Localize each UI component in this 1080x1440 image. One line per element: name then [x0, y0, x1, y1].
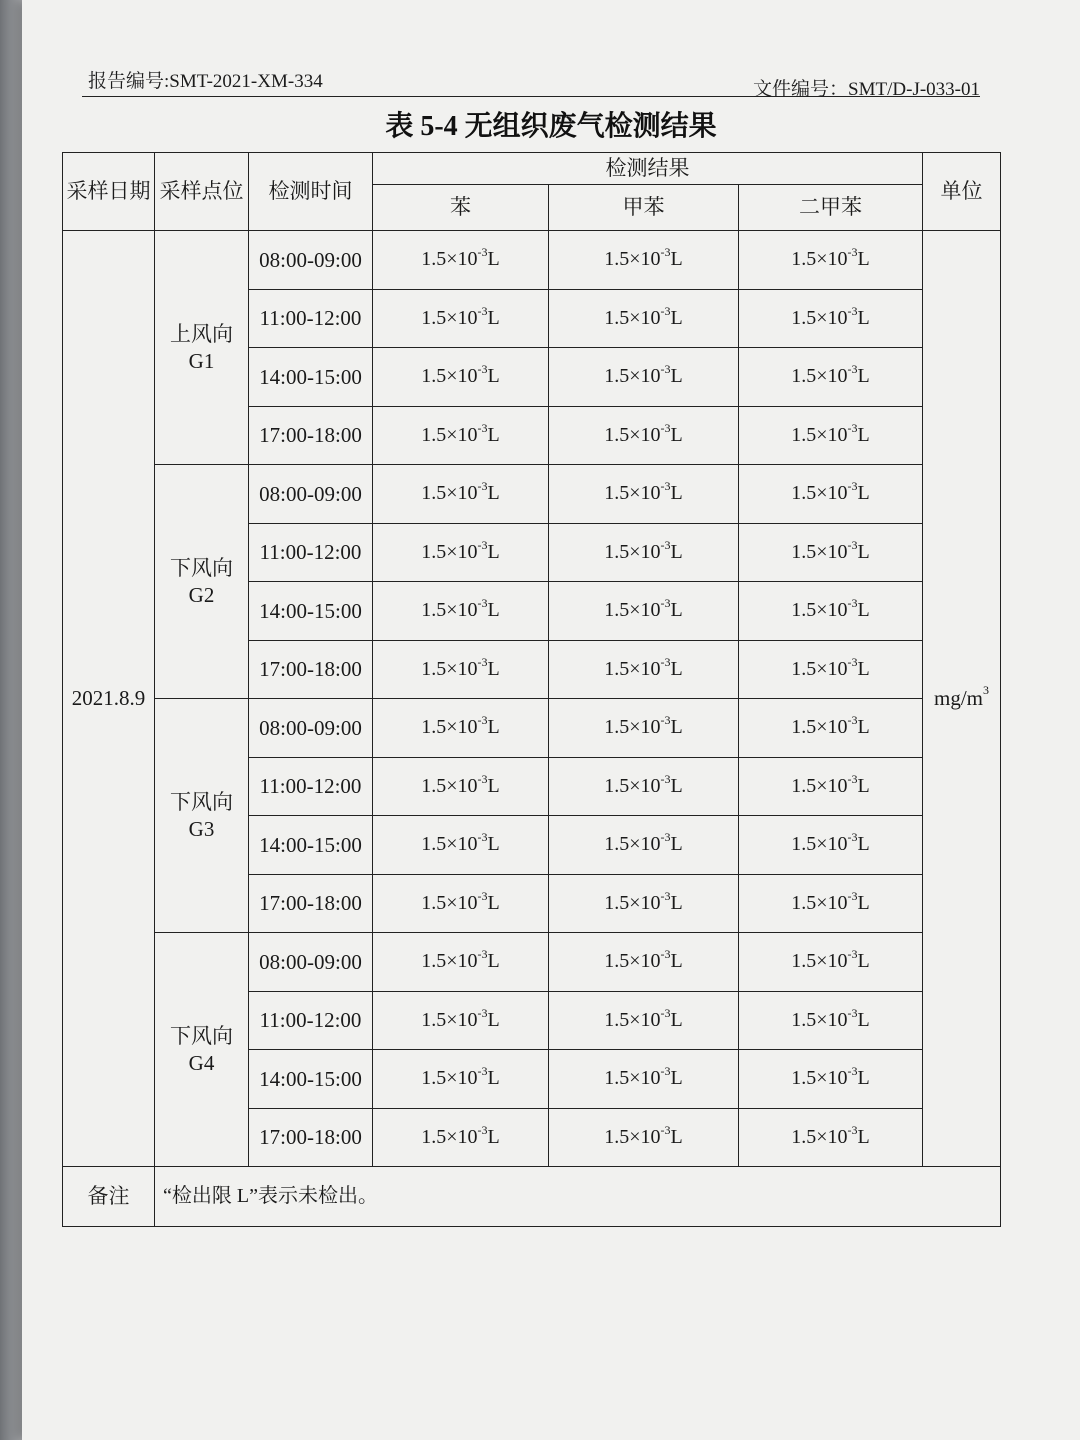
value-base: 1.5×10	[604, 657, 661, 680]
test-time: 17:00-18:00	[249, 406, 373, 465]
value-exponent: -3	[847, 303, 858, 318]
header-time: 检测时间	[249, 153, 373, 231]
value-base: 1.5×10	[604, 1067, 661, 1090]
point-name: 下风向	[170, 556, 233, 581]
value-base: 1.5×10	[421, 1067, 478, 1090]
table-row	[63, 699, 1001, 758]
value-limit-flag: L	[857, 365, 870, 388]
point-code: G4	[188, 1050, 215, 1075]
toluene-value	[549, 874, 739, 933]
xylene-value	[739, 991, 923, 1050]
value-limit-flag: L	[670, 365, 683, 388]
xylene-value	[739, 933, 923, 992]
test-time: 08:00-09:00	[249, 933, 373, 992]
document-number: 文件编号：SMT/D-J-033-01	[753, 79, 980, 100]
binder-edge	[0, 0, 22, 1440]
toluene-value	[549, 289, 739, 348]
value-limit-flag: L	[487, 365, 500, 388]
value-exponent: -3	[477, 830, 488, 845]
value-limit-flag: L	[670, 1008, 683, 1031]
value-base: 1.5×10	[604, 950, 661, 973]
xylene-value	[739, 816, 923, 875]
test-time: 11:00-12:00	[249, 289, 373, 348]
value-exponent: -3	[477, 479, 488, 494]
value-limit-flag: L	[857, 306, 870, 329]
value-exponent: -3	[660, 362, 671, 377]
value-base: 1.5×10	[421, 423, 478, 446]
value-exponent: -3	[477, 1122, 488, 1137]
value-exponent: -3	[660, 303, 671, 318]
value-limit-flag: L	[670, 423, 683, 446]
value-base: 1.5×10	[421, 891, 478, 914]
value-limit-flag: L	[670, 1125, 683, 1148]
xylene-value	[739, 699, 923, 758]
value-exponent: -3	[660, 771, 671, 786]
value-base: 1.5×10	[791, 423, 848, 446]
value-exponent: -3	[847, 830, 858, 845]
value-exponent: -3	[847, 245, 858, 260]
value-limit-flag: L	[487, 482, 500, 505]
document-page	[22, 0, 1080, 1440]
value-limit-flag: L	[487, 774, 500, 797]
header-date: 采样日期	[63, 153, 155, 231]
value-exponent: -3	[660, 479, 671, 494]
value-limit-flag: L	[857, 950, 870, 973]
value-limit-flag: L	[487, 891, 500, 914]
value-exponent: -3	[847, 537, 858, 552]
test-time: 11:00-12:00	[249, 757, 373, 816]
value-base: 1.5×10	[791, 482, 848, 505]
xylene-value	[739, 757, 923, 816]
value-exponent: -3	[477, 596, 488, 611]
value-exponent: -3	[660, 947, 671, 962]
value-limit-flag: L	[857, 716, 870, 739]
value-base: 1.5×10	[791, 716, 848, 739]
value-exponent: -3	[477, 1005, 488, 1020]
xylene-value	[739, 289, 923, 348]
point-code: G2	[188, 582, 215, 607]
value-exponent: -3	[660, 888, 671, 903]
value-exponent: -3	[660, 830, 671, 845]
value-limit-flag: L	[670, 482, 683, 505]
sample-date: 2021.8.9	[63, 231, 155, 1167]
header-result: 检测结果	[373, 153, 923, 185]
xylene-value	[739, 1108, 923, 1167]
point-name: 下风向	[170, 1024, 233, 1049]
value-limit-flag: L	[857, 891, 870, 914]
value-base: 1.5×10	[421, 599, 478, 622]
header-benzene: 苯	[373, 185, 549, 231]
report-number: 报告编号:SMT-2021-XM-334	[88, 71, 323, 92]
value-limit-flag: L	[670, 540, 683, 563]
header-unit: 单位	[923, 153, 1001, 231]
value-limit-flag: L	[487, 1067, 500, 1090]
test-time: 14:00-15:00	[249, 816, 373, 875]
xylene-value	[739, 640, 923, 699]
benzene-value	[373, 582, 549, 641]
benzene-value	[373, 874, 549, 933]
value-base: 1.5×10	[421, 774, 478, 797]
toluene-value	[549, 348, 739, 407]
value-base: 1.5×10	[421, 833, 478, 856]
benzene-value	[373, 289, 549, 348]
table-row	[63, 465, 1001, 524]
value-limit-flag: L	[487, 833, 500, 856]
test-time: 14:00-15:00	[249, 348, 373, 407]
benzene-value	[373, 640, 549, 699]
test-time: 17:00-18:00	[249, 874, 373, 933]
value-base: 1.5×10	[791, 891, 848, 914]
value-exponent: -3	[477, 947, 488, 962]
value-exponent: -3	[660, 537, 671, 552]
results-table	[62, 152, 1001, 1227]
test-time: 14:00-15:00	[249, 1050, 373, 1109]
unit-base: mg/m	[934, 686, 984, 711]
toluene-value	[549, 699, 739, 758]
benzene-value	[373, 699, 549, 758]
value-limit-flag: L	[487, 950, 500, 973]
value-limit-flag: L	[487, 716, 500, 739]
value-limit-flag: L	[670, 774, 683, 797]
value-exponent: -3	[660, 245, 671, 260]
benzene-value	[373, 933, 549, 992]
xylene-value	[739, 582, 923, 641]
value-base: 1.5×10	[421, 306, 478, 329]
value-exponent: -3	[847, 888, 858, 903]
value-limit-flag: L	[670, 950, 683, 973]
value-exponent: -3	[660, 654, 671, 669]
value-base: 1.5×10	[604, 833, 661, 856]
page-header	[82, 60, 980, 100]
value-base: 1.5×10	[421, 540, 478, 563]
value-base: 1.5×10	[421, 248, 478, 271]
point-code: G3	[188, 816, 215, 841]
benzene-value	[373, 231, 549, 290]
benzene-value	[373, 465, 549, 524]
value-exponent: -3	[847, 1064, 858, 1079]
value-exponent: -3	[847, 947, 858, 962]
benzene-value	[373, 1108, 549, 1167]
toluene-value	[549, 465, 739, 524]
value-exponent: -3	[660, 596, 671, 611]
value-exponent: -3	[477, 245, 488, 260]
value-base: 1.5×10	[604, 599, 661, 622]
value-base: 1.5×10	[791, 833, 848, 856]
value-base: 1.5×10	[791, 540, 848, 563]
value-limit-flag: L	[857, 833, 870, 856]
value-base: 1.5×10	[604, 540, 661, 563]
value-exponent: -3	[847, 1005, 858, 1020]
xylene-value	[739, 348, 923, 407]
sample-point	[155, 699, 249, 933]
value-base: 1.5×10	[421, 365, 478, 388]
value-exponent: -3	[847, 1122, 858, 1137]
toluene-value	[549, 816, 739, 875]
test-time: 17:00-18:00	[249, 640, 373, 699]
value-base: 1.5×10	[791, 599, 848, 622]
value-exponent: -3	[660, 1064, 671, 1079]
value-exponent: -3	[477, 713, 488, 728]
value-base: 1.5×10	[604, 774, 661, 797]
value-limit-flag: L	[487, 1125, 500, 1148]
value-limit-flag: L	[857, 248, 870, 271]
value-base: 1.5×10	[421, 657, 478, 680]
toluene-value	[549, 523, 739, 582]
value-exponent: -3	[660, 1122, 671, 1137]
toluene-value	[549, 1108, 739, 1167]
toluene-value	[549, 991, 739, 1050]
value-limit-flag: L	[487, 423, 500, 446]
value-base: 1.5×10	[604, 365, 661, 388]
value-limit-flag: L	[857, 1008, 870, 1031]
value-base: 1.5×10	[421, 950, 478, 973]
value-limit-flag: L	[670, 599, 683, 622]
value-base: 1.5×10	[421, 1008, 478, 1031]
value-base: 1.5×10	[604, 423, 661, 446]
xylene-value	[739, 406, 923, 465]
value-limit-flag: L	[487, 1008, 500, 1031]
value-exponent: -3	[660, 1005, 671, 1020]
value-exponent: -3	[847, 362, 858, 377]
note-row	[63, 1167, 1001, 1227]
table-title: 表 5-4 无组织废气检测结果	[385, 111, 717, 142]
value-limit-flag: L	[857, 540, 870, 563]
toluene-value	[549, 933, 739, 992]
value-base: 1.5×10	[791, 657, 848, 680]
value-limit-flag: L	[487, 248, 500, 271]
table-row	[63, 933, 1001, 992]
header-toluene: 甲苯	[549, 185, 739, 231]
toluene-value	[549, 757, 739, 816]
benzene-value	[373, 757, 549, 816]
value-limit-flag: L	[487, 657, 500, 680]
xylene-value	[739, 231, 923, 290]
table-row	[63, 231, 1001, 290]
sample-point	[155, 933, 249, 1167]
note-text: “检出限 L”表示未检出。	[155, 1167, 1001, 1227]
value-exponent: -3	[847, 771, 858, 786]
value-base: 1.5×10	[791, 950, 848, 973]
value-exponent: -3	[847, 479, 858, 494]
toluene-value	[549, 406, 739, 465]
value-limit-flag: L	[670, 248, 683, 271]
value-base: 1.5×10	[791, 306, 848, 329]
value-exponent: -3	[477, 303, 488, 318]
xylene-value	[739, 465, 923, 524]
value-base: 1.5×10	[604, 306, 661, 329]
sample-point	[155, 465, 249, 699]
value-exponent: -3	[477, 654, 488, 669]
point-name: 下风向	[170, 790, 233, 815]
benzene-value	[373, 1050, 549, 1109]
value-limit-flag: L	[857, 1125, 870, 1148]
value-base: 1.5×10	[604, 891, 661, 914]
test-time: 08:00-09:00	[249, 465, 373, 524]
toluene-value	[549, 231, 739, 290]
toluene-value	[549, 1050, 739, 1109]
value-base: 1.5×10	[604, 482, 661, 505]
value-limit-flag: L	[670, 716, 683, 739]
test-time: 08:00-09:00	[249, 231, 373, 290]
value-limit-flag: L	[670, 1067, 683, 1090]
value-limit-flag: L	[857, 423, 870, 446]
value-exponent: -3	[477, 420, 488, 435]
value-limit-flag: L	[857, 1067, 870, 1090]
value-limit-flag: L	[857, 599, 870, 622]
value-limit-flag: L	[670, 657, 683, 680]
value-exponent: -3	[660, 420, 671, 435]
xylene-value	[739, 1050, 923, 1109]
value-exponent: -3	[477, 537, 488, 552]
note-label: 备注	[63, 1167, 155, 1227]
value-limit-flag: L	[487, 306, 500, 329]
value-base: 1.5×10	[421, 716, 478, 739]
value-base: 1.5×10	[604, 716, 661, 739]
value-base: 1.5×10	[421, 482, 478, 505]
value-exponent: -3	[847, 713, 858, 728]
value-limit-flag: L	[857, 482, 870, 505]
point-name: 上风向	[170, 322, 233, 347]
value-exponent: -3	[477, 888, 488, 903]
value-base: 1.5×10	[421, 1125, 478, 1148]
xylene-value	[739, 874, 923, 933]
xylene-value	[739, 523, 923, 582]
value-exponent: -3	[477, 771, 488, 786]
value-limit-flag: L	[857, 657, 870, 680]
point-code: G1	[188, 348, 215, 373]
value-exponent: -3	[477, 362, 488, 377]
benzene-value	[373, 348, 549, 407]
value-base: 1.5×10	[791, 774, 848, 797]
unit-cell	[923, 231, 1001, 1167]
value-base: 1.5×10	[604, 1125, 661, 1148]
value-exponent: -3	[477, 1064, 488, 1079]
benzene-value	[373, 523, 549, 582]
value-limit-flag: L	[670, 833, 683, 856]
value-base: 1.5×10	[604, 1008, 661, 1031]
value-base: 1.5×10	[791, 1125, 848, 1148]
test-time: 17:00-18:00	[249, 1108, 373, 1167]
value-limit-flag: L	[670, 306, 683, 329]
toluene-value	[549, 582, 739, 641]
benzene-value	[373, 816, 549, 875]
value-exponent: -3	[847, 596, 858, 611]
value-base: 1.5×10	[604, 248, 661, 271]
header-xylene: 二甲苯	[739, 185, 923, 231]
value-exponent: -3	[847, 420, 858, 435]
unit-exponent: 3	[983, 683, 990, 698]
test-time: 08:00-09:00	[249, 699, 373, 758]
value-base: 1.5×10	[791, 248, 848, 271]
test-time: 11:00-12:00	[249, 523, 373, 582]
value-limit-flag: L	[857, 774, 870, 797]
value-base: 1.5×10	[791, 1008, 848, 1031]
sample-point	[155, 231, 249, 465]
value-limit-flag: L	[487, 599, 500, 622]
toluene-value	[549, 640, 739, 699]
benzene-value	[373, 406, 549, 465]
test-time: 14:00-15:00	[249, 582, 373, 641]
value-limit-flag: L	[487, 540, 500, 563]
value-exponent: -3	[660, 713, 671, 728]
benzene-value	[373, 991, 549, 1050]
value-limit-flag: L	[670, 891, 683, 914]
value-exponent: -3	[847, 654, 858, 669]
value-base: 1.5×10	[791, 365, 848, 388]
value-base: 1.5×10	[791, 1067, 848, 1090]
header-point: 采样点位	[155, 153, 249, 231]
test-time: 11:00-12:00	[249, 991, 373, 1050]
